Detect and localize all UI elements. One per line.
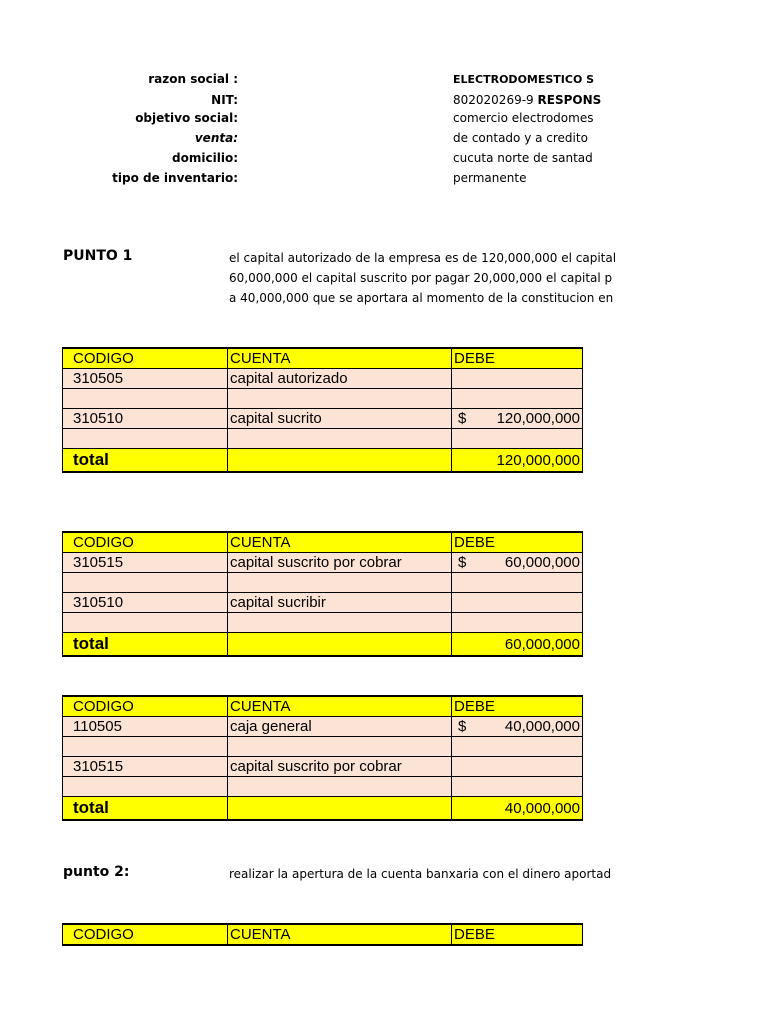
cell-debe[interactable] [452,369,583,389]
header-codigo[interactable]: CODIGO [63,696,228,717]
cell-debe[interactable] [452,389,583,409]
cell-debe[interactable] [452,757,583,777]
punto2-title: punto 2: [63,864,130,880]
cell-codigo[interactable] [63,613,228,633]
table-row [63,389,583,409]
amount: 60,000,000 [504,554,580,571]
cell-codigo[interactable]: 310505 [63,369,228,389]
value-objetivo-social: comercio electrodomes [453,111,594,125]
value-tipo-inventario: permanente [453,171,527,185]
total-value[interactable]: 60,000,000 [452,633,583,657]
ledger-table-1 [62,347,583,473]
cell-debe[interactable] [452,429,583,449]
cell-cuenta[interactable] [228,777,452,797]
table-row [63,593,583,613]
cell-cuenta[interactable] [228,389,452,409]
cell-codigo[interactable]: 110505 [63,717,228,737]
punto1-line-1: el capital autorizado de la empresa es de 120,000,000 el capital [229,251,617,265]
currency-symbol: $ [458,410,467,427]
header-codigo[interactable]: CODIGO [63,532,228,553]
total-label[interactable]: total [63,797,228,821]
currency-symbol: $ [458,718,467,735]
punto1-line-3: a 40,000,000 que se aportara al momento de la constitucion en [229,291,614,305]
cell-debe[interactable] [452,737,583,757]
punto1-line-2: 60,000,000 el capital suscrito por pagar 20,000,000 el capital p [229,271,613,285]
cell-cuenta[interactable]: caja general [228,717,452,737]
table-row [63,553,583,573]
total-row [63,797,583,821]
cell-debe[interactable] [452,613,583,633]
label-nit: NIT: [211,93,238,107]
cell-cuenta[interactable]: capital suscrito por cobrar [228,553,452,573]
header-codigo[interactable]: CODIGO [63,924,228,945]
table-row [63,429,583,449]
table-row [63,777,583,797]
cell-cuenta[interactable]: capital suscrito por cobrar [228,757,452,777]
value-nit [453,93,601,107]
cell-cuenta[interactable] [228,613,452,633]
cell-cuenta[interactable] [228,429,452,449]
value-venta: de contado y a credito [453,131,588,145]
cell-cuenta[interactable] [228,573,452,593]
table-row [63,717,583,737]
total-row [63,449,583,473]
cell-codigo[interactable] [63,777,228,797]
cell-cuenta[interactable]: capital sucribir [228,593,452,613]
table-header-row [63,348,583,369]
header-codigo[interactable]: CODIGO [63,348,228,369]
ledger-table-4 [62,923,583,946]
total-value[interactable]: 40,000,000 [452,797,583,821]
ledger-table-2 [62,531,583,657]
table-header-row [63,532,583,553]
cell-codigo[interactable]: 310515 [63,757,228,777]
table-row [63,369,583,389]
total-cuenta-cell[interactable] [228,797,452,821]
cell-debe[interactable] [452,553,583,573]
cell-codigo[interactable]: 310515 [63,553,228,573]
amount: 40,000,000 [504,718,580,735]
nit-number: 802020269-9 [453,93,538,107]
total-cuenta-cell[interactable] [228,449,452,473]
label-tipo-inventario: tipo de inventario: [112,171,238,185]
table-row [63,613,583,633]
total-row [63,633,583,657]
nit-responsable: RESPONS [537,93,602,107]
currency-symbol: $ [458,554,467,571]
cell-debe[interactable] [452,777,583,797]
cell-cuenta[interactable] [228,737,452,757]
label-razon-social: razon social : [148,72,238,86]
cell-debe[interactable] [452,717,583,737]
total-label[interactable]: total [63,633,228,657]
total-value[interactable]: 120,000,000 [452,449,583,473]
label-venta: venta: [194,131,238,145]
header-cuenta[interactable]: CUENTA [228,348,452,369]
table-row [63,409,583,429]
header-debe[interactable]: DEBE [452,348,583,369]
punto1-title: PUNTO 1 [63,248,133,264]
cell-cuenta[interactable]: capital sucrito [228,409,452,429]
table-row [63,573,583,593]
header-cuenta[interactable]: CUENTA [228,924,452,945]
header-debe[interactable]: DEBE [452,696,583,717]
cell-debe[interactable] [452,409,583,429]
punto2-line: realizar la apertura de la cuenta banxaria con el dinero aportad [229,867,612,881]
cell-codigo[interactable]: 310510 [63,409,228,429]
cell-codigo[interactable]: 310510 [63,593,228,613]
total-cuenta-cell[interactable] [228,633,452,657]
table-header-row [63,696,583,717]
header-debe[interactable]: DEBE [452,532,583,553]
cell-codigo[interactable] [63,429,228,449]
cell-codigo[interactable] [63,573,228,593]
header-cuenta[interactable]: CUENTA [228,696,452,717]
table-row [63,737,583,757]
ledger-table-3 [62,695,583,821]
cell-debe[interactable] [452,573,583,593]
label-objetivo-social: objetivo social: [135,111,238,125]
value-domicilio: cucuta norte de santad [453,151,593,165]
label-domicilio: domicilio: [172,151,238,165]
table-header-row [63,924,583,945]
header-debe[interactable]: DEBE [452,924,583,945]
value-razon-social: ELECTRODOMESTICO S [453,73,595,86]
cell-cuenta[interactable]: capital autorizado [228,369,452,389]
cell-codigo[interactable] [63,737,228,757]
cell-debe[interactable] [452,593,583,613]
cell-codigo[interactable] [63,389,228,409]
amount: 120,000,000 [496,410,580,427]
header-cuenta[interactable]: CUENTA [228,532,452,553]
table-row [63,757,583,777]
total-label[interactable]: total [63,449,228,473]
